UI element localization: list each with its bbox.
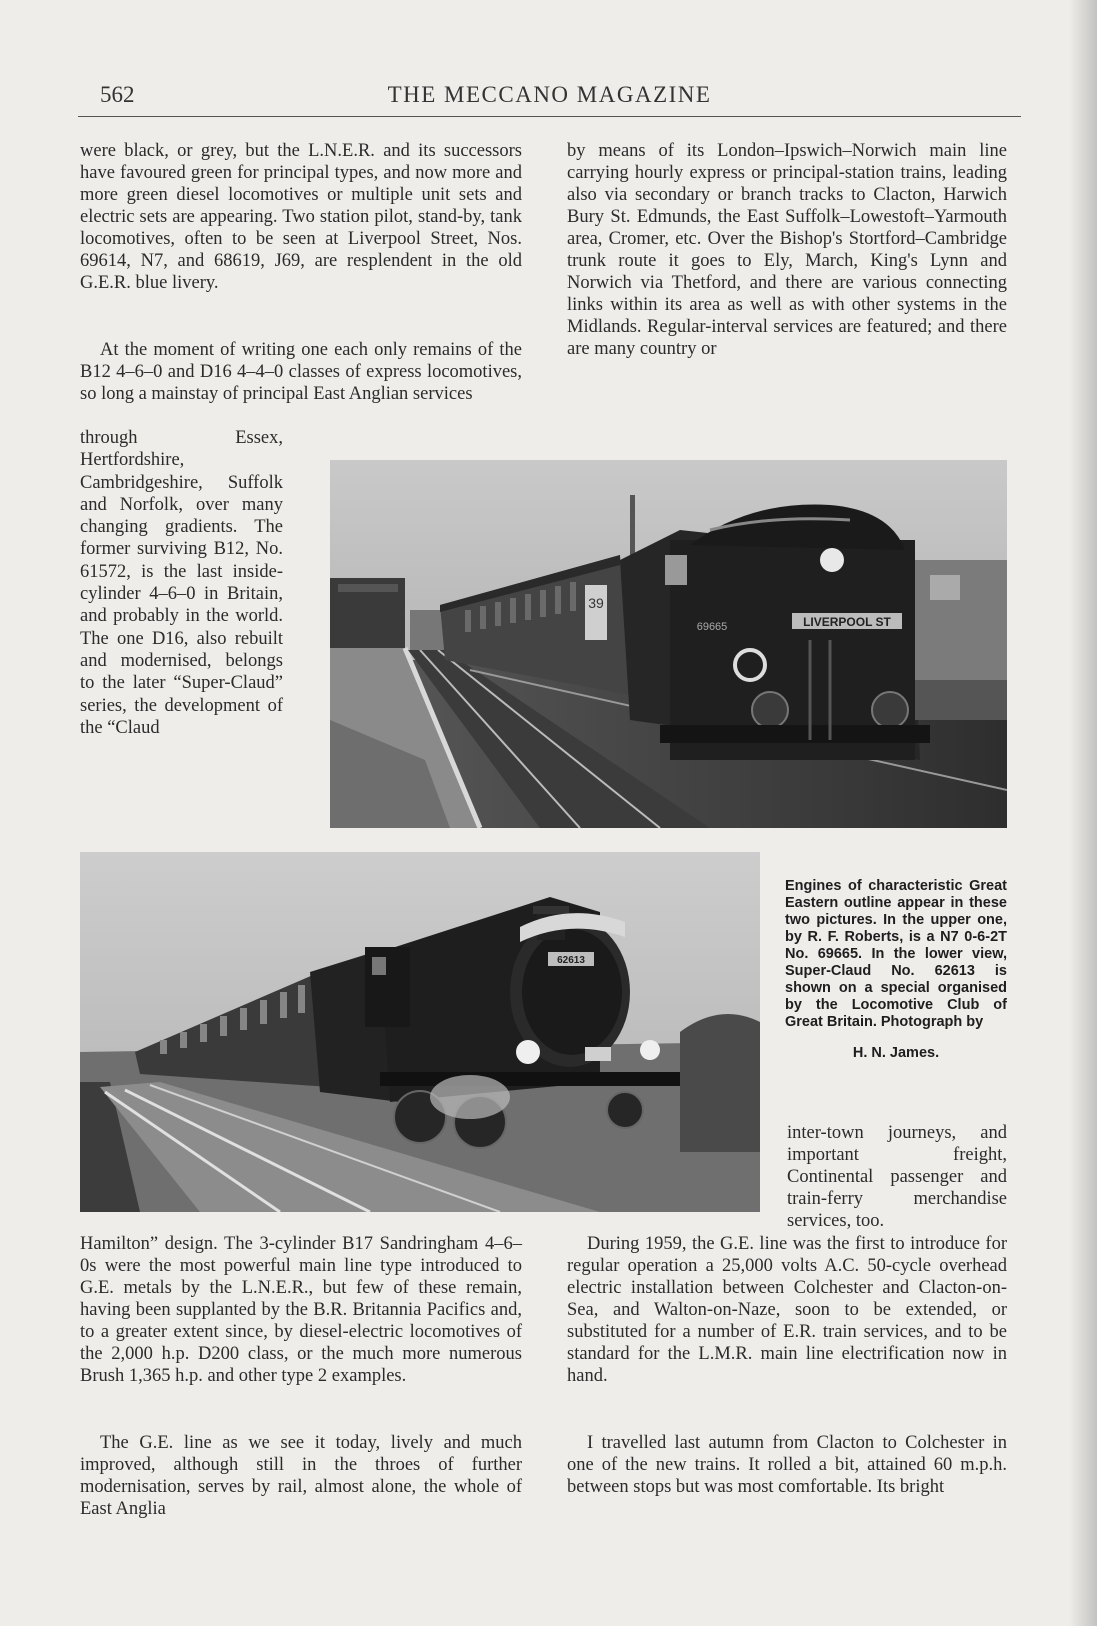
col1-bottom-paragraph-1: Hamilton” design. The 3-cylinder B17 Sandringham 4–6–0s were the most powerful main line type introduced to G.E. metals by the L.N.E.R., but few of these remain, having been supplanted by the B.R. Britannia Pacifics and, to a greater extent since, by diesel-electric locomotives of the 2,000 h.p. D200 class, or the much more numerous Brush 1,365 h.p. and other type 2 examples.: [80, 1234, 522, 1386]
express-locomotive-photo: [80, 852, 760, 1212]
coach-number: 39: [588, 595, 604, 611]
col1-narrow-paragraph: through Essex, Hertfordshire, Cambridgeshire, Suffolk and Norfolk, over many changing gradients. The former surviving B12, No. 61572, is the last inside-cylinder 4–6–0 in Britain, and probably in the world. The one D16, also rebuilt and modernised, belongs to the later “Super-Claud” series, the development of the “Claud: [80, 428, 283, 738]
running-head: [78, 78, 1021, 118]
col2-narrow-paragraph: inter-town journeys, and important freight, Continental passenger and train-ferry merchandise services, too.: [787, 1123, 1007, 1231]
col2-bottom-paragraph-2: I travelled last autumn from Clacton to Colchester in one of the new trains. It rolled a bit, attained 60 m.p.h. between stops but was most comfortable. Its bright: [567, 1433, 1007, 1497]
col1-top-paragraph-1: were black, or grey, but the L.N.E.R. and its successors have favoured green for principal types, and now more and more green diesel locomotives or multiple unit sets and electric sets are appearing. Two station pilot, stand-by, tank locomotives, often to be seen at Liverpool Street, Nos. 69614, N7, and 68619, J69, are resplendent in the old G.E.R. blue livery.: [80, 141, 522, 293]
loco-headboard: LIVERPOOL ST: [803, 615, 891, 629]
col2-top-paragraph: by means of its London–Ipswich–Norwich main line carrying hourly express or principal-station trains, leading also via secondary or branch tracks to Clacton, Harwich Bury St. Edmunds, the East Suffolk–Lowestoft–Yarmouth area, Cromer, etc. Over the Bishop's Stortford–Cambridge trunk route it goes to Ely, March, King's Lynn and Norwich via Thetford, and there are various connecting links within its area as well as with other systems in the Midlands. Regular-interval services are featured; and there are many country or: [567, 141, 1007, 359]
upper-photo: [330, 460, 1007, 828]
page-edge-shadow: [1069, 0, 1097, 1626]
photo-caption: Engines of characteristic Great Eastern outline appear in these two pictures. In the upper one, by R. F. Roberts, is a N7 0-6-2T No. 69665. In the lower view, Super-Claud No. 62613 is shown on a special organised by the Locomotive Club of Great Britain. Photograph by: [785, 878, 1007, 1030]
col1-top-paragraph-2: At the moment of writing one each only remains of the B12 4–6–0 and D16 4–4–0 classes of express locomotives, so long a mainstay of principal East Anglian services: [80, 340, 522, 404]
col1-bottom-paragraph-2: The G.E. line as we see it today, lively and much improved, although still in the throes of further modernisation, serves by rail, almost alone, the whole of East Anglia: [80, 1433, 522, 1519]
smokebox-number: 62613: [557, 955, 585, 966]
header-rule: [78, 116, 1021, 117]
cab-number: 69665: [696, 621, 728, 633]
photo-credit: H. N. James.: [852, 1045, 940, 1061]
magazine-title: THE MECCANO MAGAZINE: [387, 82, 712, 107]
tank-locomotive-photo: [330, 460, 1007, 828]
lower-photo: [80, 852, 760, 1212]
col2-bottom-paragraph-1: During 1959, the G.E. line was the first to introduce for regular operation a 25,000 volts A.C. 50-cycle overhead electric installation between Colchester and Clacton-on-Sea, and Walton-on-Naze, soon to be extended, or substituted for a number of E.R. train services, and to be standard for the L.M.R. main line electrification now in hand.: [567, 1234, 1007, 1386]
page-number: 562: [100, 82, 135, 107]
